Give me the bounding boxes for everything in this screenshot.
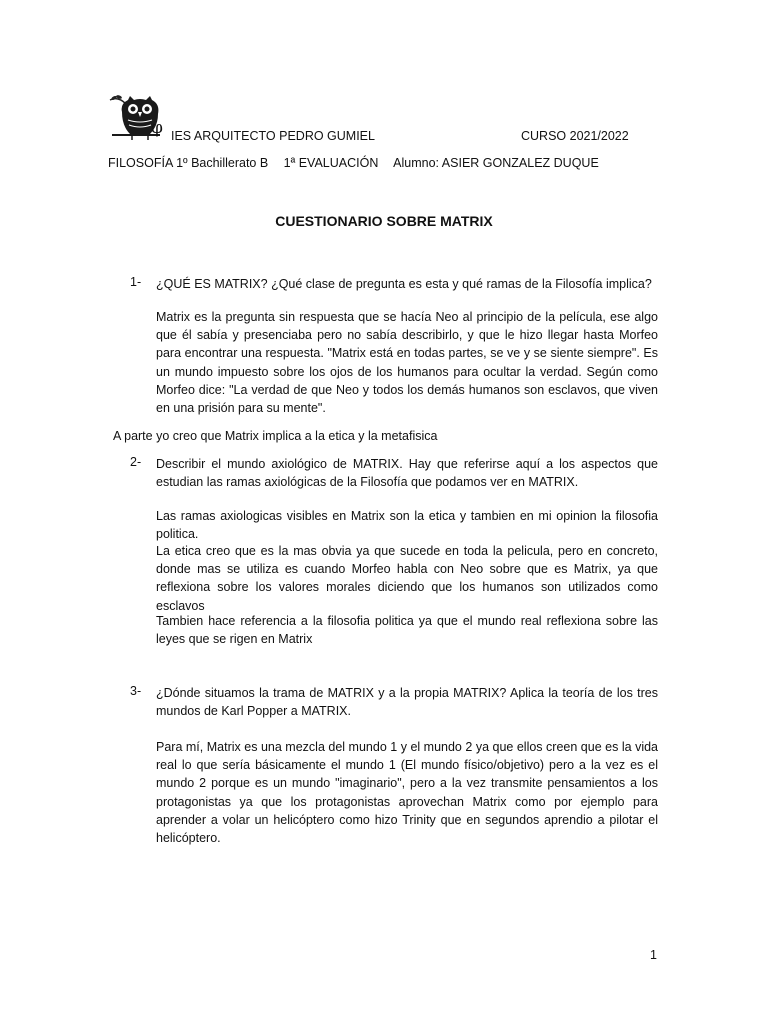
answer-2-paragraph-2: La etica creo que es la mas obvia ya que sucede en toda la pelicula, pero en concreto, donde mas se utiliza es cuando Morfeo habla con Neo sobre que es Matrix, ya que reflexiona sobre los valores morales diciendo que los humanos son utilizados como esclavos xyxy=(156,544,658,613)
document-title: CUESTIONARIO SOBRE MATRIX xyxy=(275,213,493,229)
phi-symbol: φ xyxy=(151,118,163,138)
page-number: 1 xyxy=(650,948,657,962)
subject: FILOSOFÍA 1º Bachillerato B xyxy=(108,156,269,170)
course-year: CURSO 2021/2022 xyxy=(521,129,629,143)
question-3-number: 3- xyxy=(130,684,142,698)
question-1-number: 1- xyxy=(130,275,142,289)
question-3-text: ¿Dónde situamos la trama de MATRIX y a la propia MATRIX? Aplica la teoría de los tres mundos de Karl Popper a MATRIX. xyxy=(156,686,658,719)
evaluation: 1ª EVALUACIÓN xyxy=(283,156,379,170)
student-name: Alumno: ASIER GONZALEZ DUQUE xyxy=(393,156,599,170)
answer-1-note: A parte yo creo que Matrix implica a la etica y la metafisica xyxy=(113,429,438,443)
answer-2-paragraph-1: Las ramas axiologicas visibles en Matrix son la etica y tambien en mi opinion la filosofia politica. xyxy=(156,509,658,542)
question-2-number: 2- xyxy=(130,455,142,469)
answer-2-paragraph-3: Tambien hace referencia a la filosofia politica ya que el mundo real reflexiona sobre las leyes que se rigen en Matrix xyxy=(156,614,658,647)
question-1-text: ¿QUÉ ES MATRIX? ¿Qué clase de pregunta es esta y qué ramas de la Filosofía implica? xyxy=(156,277,652,291)
school-name: IES ARQUITECTO PEDRO GUMIEL xyxy=(171,129,375,143)
question-2-text: Describir el mundo axiológico de MATRIX. Hay que referirse aquí a los aspectos que estudian las ramas axiológicas de la Filosofía que podamos ver en MATRIX. xyxy=(156,457,658,490)
subject-line xyxy=(108,156,611,170)
answer-3-text: Para mí, Matrix es una mezcla del mundo 1 y el mundo 2 ya que ellos creen que es la vida real lo que sería básicamente el mundo 1 (El mundo físico/objetivo) pero a la vez es el mundo 2 porque es un mundo "imaginario", pero a la vez transmite pensamientos a los protagonistas ya que los protagonistas aprovechan Matrix como por ejemplo para aprender a volar un helicóptero como hizo Trinity que en segundos aprendio a pilotar el helicóptero. xyxy=(156,740,658,846)
owl-logo xyxy=(108,90,172,146)
answer-1-text: Matrix es la pregunta sin respuesta que se hacía Neo al principio de la película, ese algo que él sabía y presenciaba pero no sabía describirlo, y que le hizo llegar hasta Morfeo para encontrar una respuesta. "Matrix está en todas partes, se ve y se siente siempre". Es un mundo impuesto sobre los ojos de los humanos para ocultar la verdad. Según como Morfeo dice: "La verdad de que Neo y todos los demás humanos son esclavos, que viven en una prisión para su mente". xyxy=(156,310,658,416)
